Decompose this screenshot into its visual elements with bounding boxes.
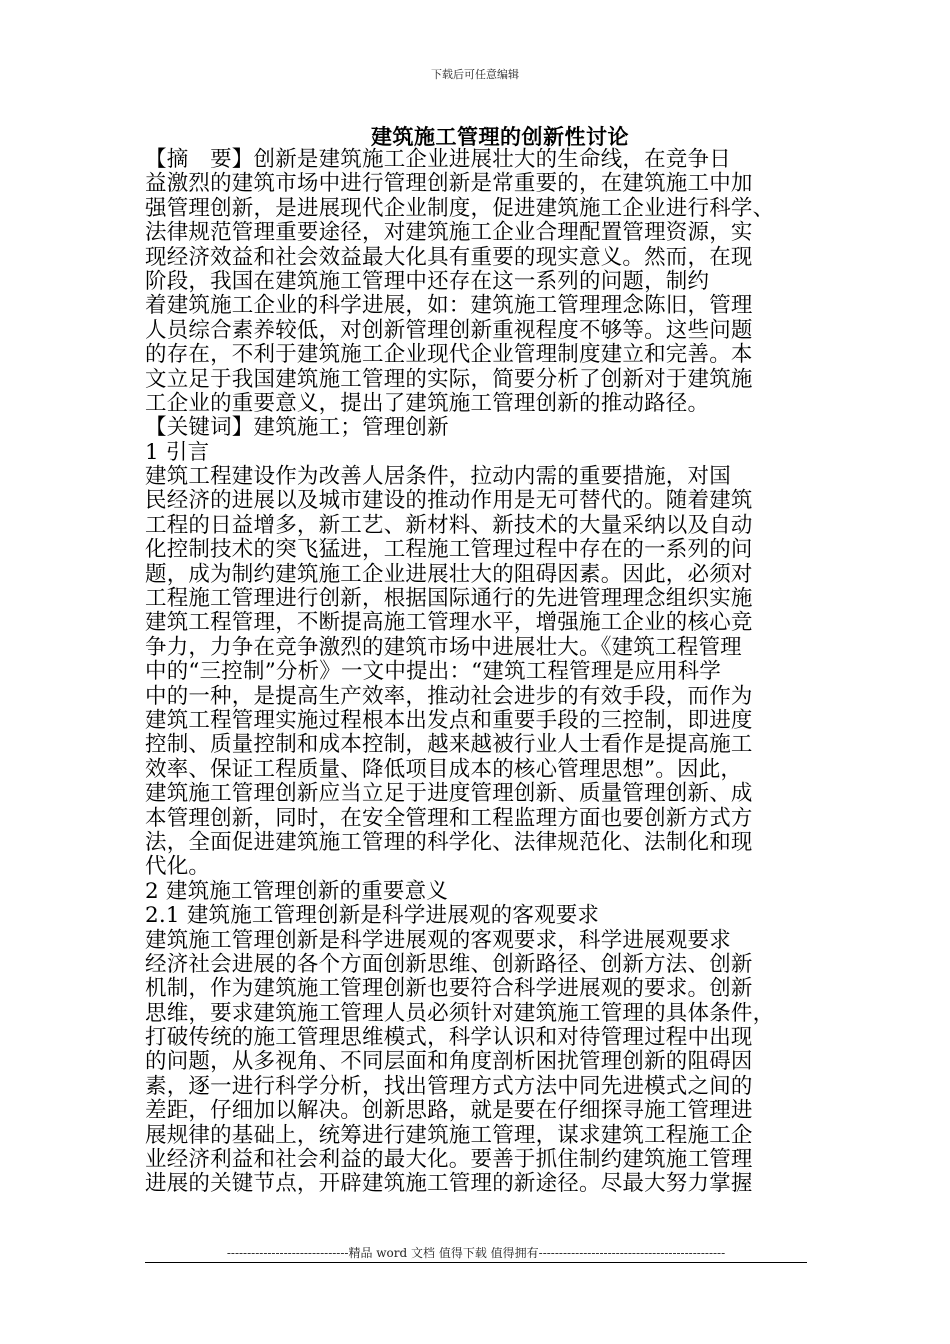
body-line: 进展的关键节点，开辟建筑施工管理的新途径。尽最大努力掌握 (145, 1171, 753, 1197)
body-line: 【摘 要】创新是建筑施工企业进展壮大的生命线，在竞争日 (145, 147, 731, 172)
body-line: 化控制技术的突飞猛进，工程施工管理过程中存在的一系列的问 (145, 537, 753, 563)
body-line: 阶段，我国在建筑施工管理中还存在这一系列的问题，制约 (145, 268, 710, 294)
body-line: 展规律的基础上，统筹进行建筑施工管理，谋求建筑工程施工企 (145, 1122, 753, 1148)
body-line: 的存在，不利于建筑施工企业现代企业管理制度建立和完善。本 (145, 342, 753, 368)
body-line: 现经济效益和社会效益最大化具有重要的现实意义。然而，在现 (145, 244, 753, 270)
body-line: 题，成为制约建筑施工企业进展壮大的阻碍因素。因此，必须对 (145, 561, 753, 587)
body-line: 经济社会进展的各个方面创新思维、创新路径、创新方法、创新 (145, 951, 753, 977)
body-line: 建筑施工管理创新应当立足于进度管理创新、质量管理创新、成 (145, 781, 753, 807)
body-line: 控制、质量控制和成本控制，越来越被行业人士看作是提高施工 (145, 732, 753, 758)
body-line: 建筑工程建设作为改善人居条件，拉动内需的重要措施，对国 (145, 464, 731, 490)
body-line: 本管理创新，同时，在安全管理和工程监理方面也要创新方式方 (145, 805, 753, 831)
body-line: 民经济的进展以及城市建设的推动作用是无可替代的。随着建筑 (145, 488, 753, 514)
body-line: 建筑工程管理实施过程根本出发点和重要手段的三控制，即进度 (145, 707, 753, 733)
body-line: 工企业的重要意义，提出了建筑施工管理创新的推动路径。 (145, 390, 710, 416)
body-line: 着建筑施工企业的科学进展，如：建筑施工管理理念陈旧，管理 (145, 293, 753, 319)
document-body (145, 148, 775, 1197)
body-line: 【关键词】建筑施工；管理创新 (145, 415, 449, 441)
body-line: 益激烈的建筑市场中进行管理创新是常重要的，在建筑施工中加 (145, 171, 753, 197)
page-header-note: 下载后可任意编辑 (431, 68, 519, 81)
page-footer-note: ------------------------------精品 word 文档 值得下载 值得拥有---------------------------------------------- (226, 1246, 726, 1260)
body-line: 中的一种，是提高生产效率，推动社会进步的有效手段，而作为 (145, 683, 753, 709)
body-line: 中的“三控制”分析》一文中提出：“建筑工程管理是应用科学 (145, 659, 722, 685)
body-line: 人员综合素养较低，对创新管理创新重视程度不够等。这些问题 (145, 317, 753, 343)
body-line: 机制，作为建筑施工管理创新也要符合科学进展观的要求。创新 (145, 976, 753, 1002)
body-line: 文立足于我国建筑施工管理的实际，简要分析了创新对于建筑施 (145, 366, 753, 392)
body-line: 的问题，从多视角、不同层面和角度剖析困扰管理创新的阻碍因 (145, 1049, 753, 1075)
footer-rule (145, 1262, 807, 1263)
document-title: 建筑施工管理的创新性讨论 (371, 124, 629, 149)
body-line: 法律规范管理重要途径，对建筑施工企业合理配置管理资源，实 (145, 220, 753, 246)
body-line: 差距，仔细加以解决。创新思路，就是要在仔细探寻施工管理进 (145, 1098, 753, 1124)
body-line: 业经济利益和社会利益的最大化。要善于抓住制约建筑施工管理 (145, 1147, 753, 1173)
body-line: 打破传统的施工管理思维模式，科学认识和对待管理过程中出现 (145, 1025, 753, 1051)
body-line: 建筑工程管理，不断提高施工管理水平，增强施工企业的核心竞 (145, 610, 753, 636)
body-line: 思维，要求建筑施工管理人员必须针对建筑施工管理的具体条件， (145, 1000, 775, 1026)
body-line: 效率、保证工程质量、降低项目成本的核心管理思想”。因此， (145, 756, 743, 782)
body-line: 工程的日益增多，新工艺、新材料、新技术的大量采纳以及自动 (145, 512, 753, 538)
body-line: 1 引言 (145, 439, 210, 465)
body-line: 法，全面促进建筑施工管理的科学化、法律规范化、法制化和现 (145, 829, 753, 855)
body-line: 强管理创新，是进展现代企业制度，促进建筑施工企业进行科学、 (145, 195, 775, 221)
body-line: 工程施工管理进行创新，根据国际通行的先进管理理念组织实施 (145, 586, 753, 612)
body-line: 争力，力争在竞争激烈的建筑市场中进展壮大。《建筑工程管理 (145, 634, 742, 660)
body-line: 2.1 建筑施工管理创新是科学进展观的客观要求 (145, 903, 600, 929)
body-line: 2 建筑施工管理创新的重要意义 (145, 878, 449, 904)
body-line: 建筑施工管理创新是科学进展观的客观要求，科学进展观要求 (145, 927, 731, 953)
body-line: 素，逐一进行科学分析，找出管理方式方法中同先进模式之间的 (145, 1073, 753, 1099)
body-line: 代化。 (145, 854, 211, 880)
